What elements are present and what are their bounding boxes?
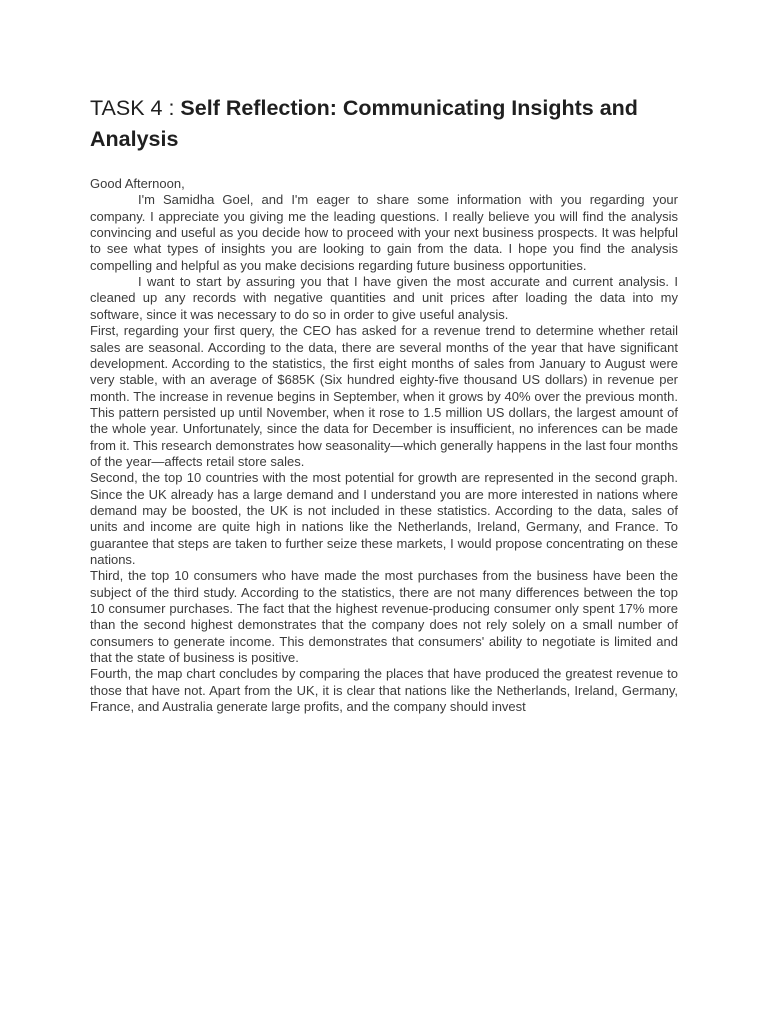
paragraph-top-consumers: Third, the top 10 consumers who have made the most purchases from the business have been the subject of the third study. According to the statistics, there are not many differences between the top 10 consumer purchases. The fact that the highest revenue-producing consumer only spent 17% more than the second highest demonstrates that the company does not rely solely on a small number of consumers to generate income. This demonstrates that consumers' ability to negotiate is limited and that the state of business is positive. xyxy=(90,568,678,666)
paragraph-introduction: I'm Samidha Goel, and I'm eager to share some information with you regarding your company. I appreciate you giving me the leading questions. I really believe you will find the analysis convincing and useful as you decide how to proceed with your next business prospects. It was helpful to see what types of insights you are looking to gain from the data. I hope you find the analysis compelling and helpful as you make decisions regarding future business opportunities. xyxy=(90,192,678,273)
document-page xyxy=(90,0,678,715)
paragraph-map-chart: Fourth, the map chart concludes by comparing the places that have produced the greatest revenue to those that have not. Apart from the UK, it is clear that nations like the Netherlands, Ireland, Germany, France, and Australia generate large profits, and the company should invest xyxy=(90,666,678,715)
paragraph-revenue-trend: First, regarding your first query, the CEO has asked for a revenue trend to determine whether retail sales are seasonal. According to the data, there are several months of the year that have significant development. According to the statistics, the first eight months of sales from January to August were very stable, with an average of $685K (Six hundred eighty-five thousand US dollars) in revenue per month. The increase in revenue begins in September, when it grows by 40% over the previous month. This pattern persisted up until November, when it rose to 1.5 million US dollars, the largest amount of the whole year. Unfortunately, since the data for December is insufficient, no inferences can be made from it. This research demonstrates how seasonality—which generally happens in the last four months of the year—affects retail store sales. xyxy=(90,323,678,469)
task-label: TASK 4 : xyxy=(90,96,181,120)
task-topic: Self Reflection: Communicating Insights and Analysis xyxy=(90,96,638,151)
paragraph-top-countries: Second, the top 10 countries with the most potential for growth are represented in the second graph. Since the UK already has a large demand and I understand you are more interested in nations where demand may be boosted, the UK is not included in these statistics. According to the data, sales of units and income are quite high in nations like the Netherlands, Ireland, Germany, and France. To guarantee that steps are taken to further seize these markets, I would propose concentrating on these nations. xyxy=(90,470,678,567)
greeting-line: Good Afternoon, xyxy=(90,176,185,191)
document-title xyxy=(90,93,678,155)
paragraph-data-cleaning: I want to start by assuring you that I have given the most accurate and current analysis. I cleaned up any records with negative quantities and unit prices after loading the data into my software, since it was necessary to do so in order to give useful analysis. xyxy=(90,274,678,322)
